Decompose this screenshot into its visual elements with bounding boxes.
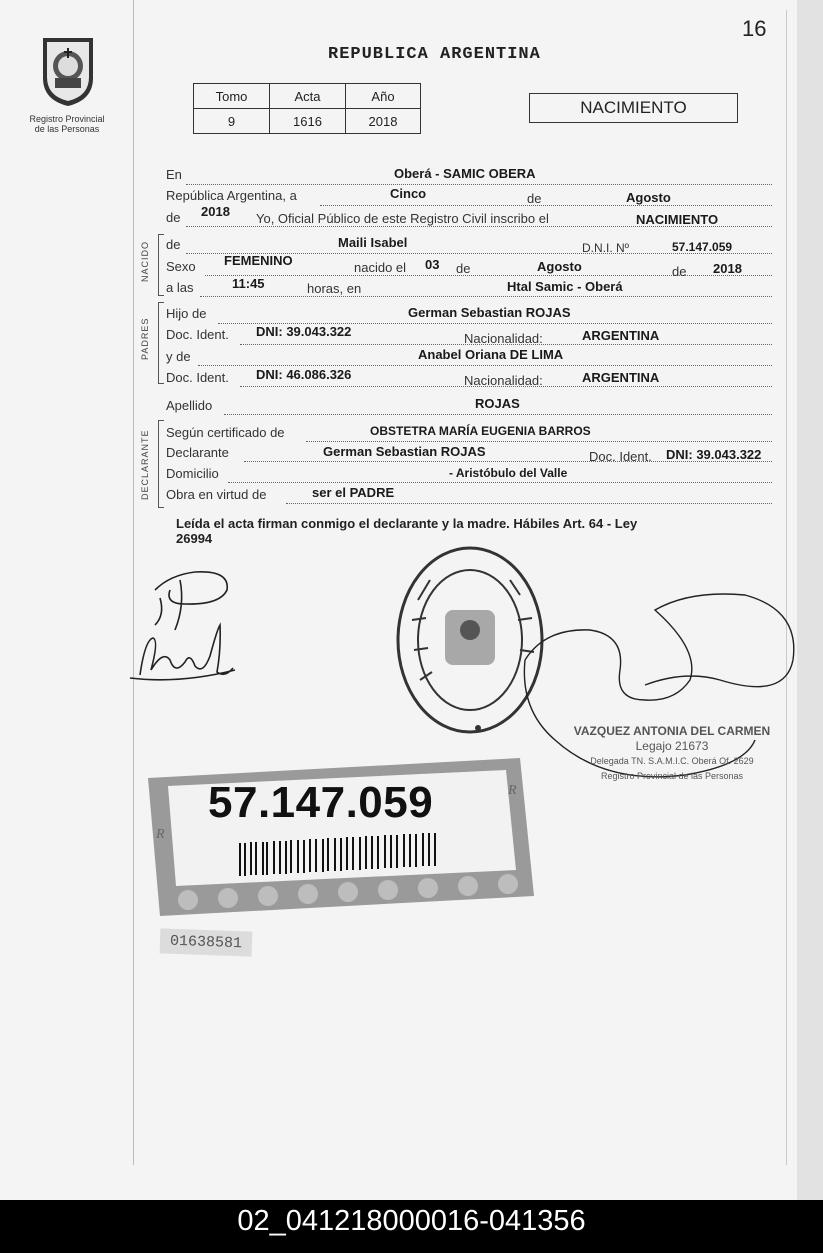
dotted-line <box>205 275 772 276</box>
value-acta: 1616 <box>270 109 346 134</box>
label-de-year: de <box>166 210 181 225</box>
label-en: En <box>166 167 182 182</box>
nacido-bracket <box>158 234 164 296</box>
label-inscribo: Yo, Oficial Público de este Registro Civil inscribo el <box>256 211 549 226</box>
provincial-seal-logo <box>35 28 101 108</box>
label-nacionalidad-1: Nacionalidad: <box>464 331 543 346</box>
label-apellido: Apellido <box>166 398 213 413</box>
value-mother-name: Anabel Oriana DE LIMA <box>418 347 564 362</box>
dotted-line <box>198 365 772 366</box>
value-birth-time: 11:45 <box>232 276 265 291</box>
header-acta: Acta <box>270 84 346 109</box>
label-doc-ident-3: Doc. Ident. <box>589 449 652 464</box>
value-mother-dni: DNI: 46.086.326 <box>256 367 352 382</box>
serial-number: 01638581 <box>160 928 253 956</box>
value-father-dni: DNI: 39.043.322 <box>256 324 352 339</box>
official-name: VAZQUEZ ANTONIA DEL CARMEN <box>573 724 771 738</box>
value-certificate-by: OBSTETRA MARÍA EUGENIA BARROS <box>370 424 591 438</box>
value-birth-year: 2018 <box>713 261 742 276</box>
country-title: REPUBLICA ARGENTINA <box>328 45 541 64</box>
dotted-line <box>320 205 772 206</box>
label-hijo-de: Hijo de <box>166 306 207 321</box>
label-declarante: Declarante <box>166 445 229 460</box>
header-anio: Año <box>346 84 421 109</box>
label-de-b2: de <box>672 264 687 279</box>
label-sexo: Sexo <box>166 259 196 274</box>
closing-line-2: 26994 <box>176 531 213 546</box>
official-org: Registro Provincial de las Personas <box>600 771 744 781</box>
label-obra: Obra en virtud de <box>166 487 267 502</box>
label-dni: D.N.I. Nº <box>582 241 630 255</box>
logo-caption-line-2: de las Personas <box>34 124 100 134</box>
label-de-b1: de <box>456 261 471 276</box>
value-by-virtue: ser el PADRE <box>312 485 395 500</box>
label-republica: República Argentina, a <box>166 188 297 203</box>
label-doc-ident-2: Doc. Ident. <box>166 370 229 385</box>
label-horas-en: horas, en <box>307 281 362 296</box>
label-a-las: a las <box>166 280 194 295</box>
record-table-value-row <box>194 109 421 134</box>
value-birth-place: Htal Samic - Oberá <box>507 279 623 294</box>
value-father-name: German Sebastian ROJAS <box>408 305 571 320</box>
logo-caption-line-1: Registro Provincial <box>29 114 105 124</box>
value-birth-day: 03 <box>425 257 440 272</box>
dotted-line <box>240 386 772 387</box>
footer-file-code: 02_041218000016-041356 <box>237 1205 586 1237</box>
section-nacido: NACIDO <box>140 240 150 282</box>
dotted-line <box>286 503 772 504</box>
label-domicilio: Domicilio <box>166 466 219 481</box>
label-de-name: de <box>166 237 181 252</box>
signature-left-handwritten <box>125 560 245 700</box>
svg-text:R: R <box>508 783 517 798</box>
label-nacionalidad-2: Nacionalidad: <box>464 373 543 388</box>
dotted-line <box>200 296 772 297</box>
value-address: - Aristóbulo del Valle <box>449 466 568 480</box>
value-act-type: NACIMIENTO <box>636 212 719 227</box>
value-anio: 2018 <box>346 109 421 134</box>
page-number: 16 <box>742 16 767 41</box>
logo-caption <box>14 114 120 134</box>
value-month: Agosto <box>626 190 671 205</box>
padres-bracket <box>158 302 164 384</box>
value-place: Oberá - SAMIC OBERA <box>394 166 536 181</box>
label-segun: Según certificado de <box>166 425 285 440</box>
value-sex: FEMENINO <box>224 253 293 268</box>
section-padres: PADRES <box>140 317 150 360</box>
value-year: 2018 <box>201 204 230 219</box>
dotted-line <box>186 184 772 185</box>
declarante-bracket <box>158 420 164 508</box>
label-nacido-el: nacido el <box>354 260 407 275</box>
svg-text:R: R <box>156 827 165 842</box>
dotted-line <box>228 482 772 483</box>
value-mother-nationality: ARGENTINA <box>582 370 660 385</box>
dotted-line <box>224 414 772 415</box>
sticker-dni-number: 57.147.059 <box>208 778 434 827</box>
label-doc-ident-1: Doc. Ident. <box>166 327 229 342</box>
value-tomo: 9 <box>194 109 270 134</box>
official-signature-block <box>572 724 772 784</box>
value-birth-month: Agosto <box>537 259 582 274</box>
value-declarant-name: German Sebastian ROJAS <box>323 444 486 459</box>
section-declarante: DECLARANTE <box>140 429 150 500</box>
record-table-header-row <box>194 84 421 109</box>
value-child-dni: 57.147.059 <box>672 240 733 254</box>
value-declarant-dni: DNI: 39.043.322 <box>666 447 762 462</box>
value-father-nationality: ARGENTINA <box>582 328 660 343</box>
closing-line-1: Leída el acta firman conmigo el declarante y la madre. Hábiles Art. 64 - Ley <box>176 516 638 531</box>
value-day-words: Cinco <box>390 186 427 201</box>
label-y-de: y de <box>166 349 191 364</box>
value-child-name: Maili Isabel <box>338 235 408 250</box>
dotted-line <box>240 344 772 345</box>
record-type-box: NACIMIENTO <box>529 93 738 123</box>
margin-line-right <box>786 10 787 1165</box>
header-tomo: Tomo <box>194 84 270 109</box>
official-role: Delegada TN. S.A.M.I.C. Oberá Of. 2629 <box>590 756 754 766</box>
record-table <box>193 83 421 134</box>
dotted-line <box>306 441 772 442</box>
value-surname: ROJAS <box>475 396 520 411</box>
official-legajo: Legajo 21673 <box>635 739 709 753</box>
label-de-month: de <box>527 191 542 206</box>
